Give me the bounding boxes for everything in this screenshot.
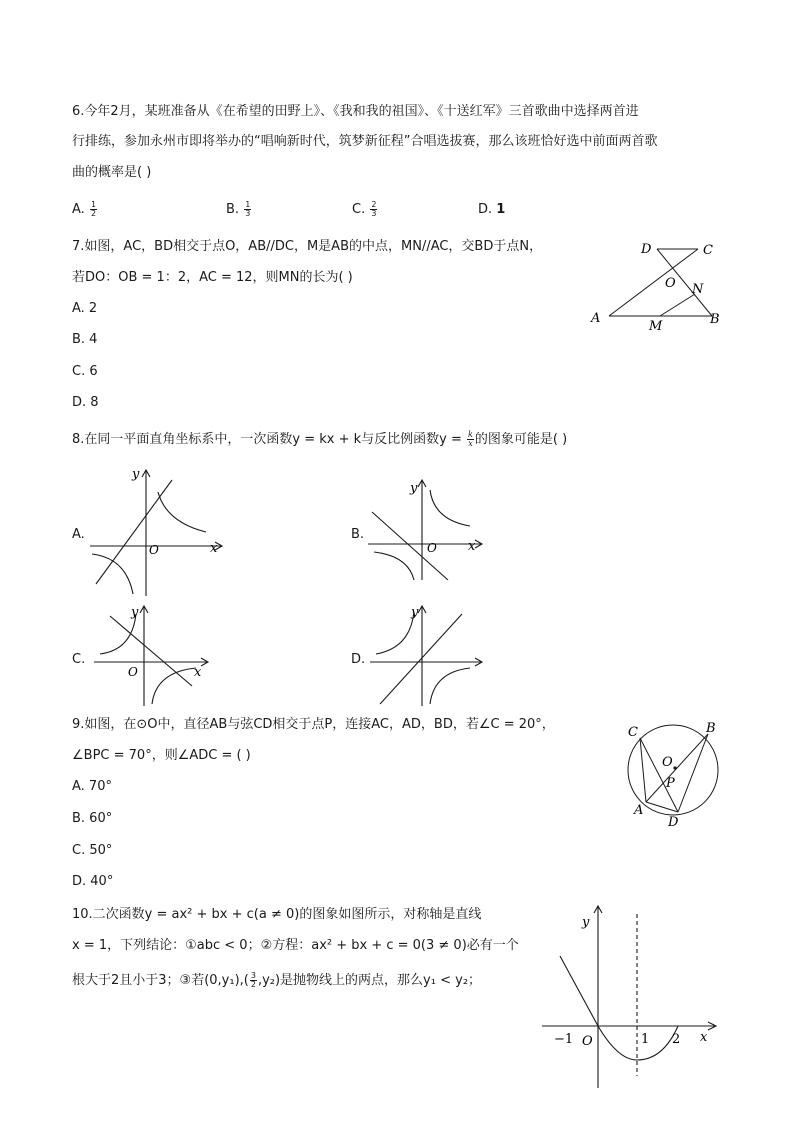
svg-text:y: y bbox=[411, 605, 419, 620]
label-a: A bbox=[634, 803, 644, 818]
q10-line-1: 10.二次函数y = ax² + bx + c(a ≠ 0)的图象如图所示，对称轴是直线 bbox=[72, 907, 482, 922]
q9-option-b[interactable]: B. 60° bbox=[72, 811, 113, 826]
fraction: $\frac{1}{2}$ bbox=[90, 200, 97, 218]
fraction: $\frac{3}{2}$ bbox=[250, 971, 256, 989]
hyperbola-branch-2 bbox=[92, 554, 133, 594]
q8-option-d-label[interactable]: D. bbox=[351, 652, 366, 667]
svg-text:y: y bbox=[131, 605, 139, 620]
q9-line-2: ∠BPC = 70°，则∠ADC = ( ) bbox=[72, 748, 251, 763]
label-m: M bbox=[649, 319, 663, 334]
q9-circle-figure bbox=[618, 716, 728, 832]
svg-text:x: x bbox=[468, 539, 476, 554]
label-c: C bbox=[628, 725, 638, 740]
label-d: D bbox=[641, 242, 652, 257]
hyperbola-branch-2 bbox=[152, 668, 196, 704]
svg-text:y: y bbox=[582, 915, 590, 930]
svg-text:y: y bbox=[132, 467, 140, 482]
segment-bd bbox=[678, 734, 708, 812]
q10-line-3: 根大于2且小于3；③若(0,y₁),( $\frac{3}{2}$ ,y₂)是抛物线上的两点，那么y₁ < y₂； bbox=[72, 971, 482, 989]
q6-option-c[interactable]: C. $\frac{2}{3}$ bbox=[352, 200, 377, 218]
svg-text:x: x bbox=[210, 541, 218, 556]
q6-option-a[interactable]: A. $\frac{1}{2}$ bbox=[72, 200, 97, 218]
q6-line-1: 6.今年2月，某班准备从《在希望的田野上》、《我和我的祖国》、《十送红军》三首歌曲中选择两首进 bbox=[72, 104, 639, 119]
q7-line-1: 7.如图，AC，BD相交于点O，AB//DC，M是AB的中点，MN//AC，交BD于点N， bbox=[72, 239, 543, 254]
label-o: O bbox=[665, 276, 676, 291]
svg-text:O: O bbox=[582, 1034, 593, 1049]
svg-text:O: O bbox=[128, 665, 138, 679]
q7-option-b[interactable]: B. 4 bbox=[72, 332, 98, 347]
q6-line-2: 行排练，参加永州市即将举办的“唱响新时代，筑梦新征程”合唱选拔赛，那么该班恰好选中前面两首歌 bbox=[72, 134, 658, 149]
hyperbola-branch-1 bbox=[376, 612, 414, 654]
q8-option-c-label[interactable]: C. bbox=[72, 652, 86, 667]
svg-text:2: 2 bbox=[672, 1032, 681, 1047]
segment-mn bbox=[660, 294, 695, 316]
label-c: C bbox=[703, 243, 713, 258]
label-d: D bbox=[668, 815, 679, 830]
q6-option-b[interactable]: B. $\frac{1}{3}$ bbox=[226, 200, 251, 218]
svg-text:−1: −1 bbox=[554, 1032, 574, 1047]
svg-text:y: y bbox=[410, 481, 418, 496]
q7-option-c[interactable]: C. 6 bbox=[72, 364, 98, 379]
svg-text:1: 1 bbox=[641, 1032, 650, 1047]
q9-option-a[interactable]: A. 70° bbox=[72, 779, 112, 794]
q10-line-2: x = 1，下列结论：①abc < 0；②方程：ax² + bx + c = 0(3 ≠ 0)必有一个 bbox=[72, 938, 519, 953]
q9-option-d[interactable]: D. 40° bbox=[72, 874, 114, 889]
linear-line bbox=[380, 614, 462, 704]
label-b: B bbox=[710, 312, 720, 327]
hyperbola-branch-1 bbox=[100, 614, 136, 654]
hyperbola-branch-2 bbox=[374, 552, 414, 580]
svg-text:x: x bbox=[194, 665, 202, 680]
q10-parabola-figure bbox=[538, 900, 724, 1092]
label-p: P bbox=[666, 776, 675, 791]
q8-stem: 8.在同一平面直角坐标系中，一次函数y = kx + k与反比例函数y = $\frac{k}{x}$ 的图象可能是( ) bbox=[72, 430, 568, 448]
q9-option-c[interactable]: C. 50° bbox=[72, 843, 113, 858]
q8-option-b-label[interactable]: B. bbox=[351, 527, 365, 542]
svg-text:O: O bbox=[427, 541, 437, 555]
q6-option-d[interactable]: D. 1 bbox=[478, 202, 506, 217]
label-n: N bbox=[692, 282, 704, 297]
label-b: B bbox=[706, 721, 716, 736]
hyperbola-branch-2 bbox=[430, 668, 470, 704]
q7-option-d[interactable]: D. 8 bbox=[72, 395, 99, 410]
q8-graph-a[interactable] bbox=[88, 462, 228, 600]
q8-option-a-label[interactable]: A. bbox=[72, 527, 85, 542]
fraction: $\frac{1}{3}$ bbox=[245, 200, 251, 218]
q8-graph-d[interactable] bbox=[366, 602, 486, 710]
hyperbola-branch-1 bbox=[430, 490, 470, 526]
hyperbola-branch-1 bbox=[158, 492, 206, 532]
q8-graph-b[interactable] bbox=[366, 476, 486, 584]
parabola bbox=[560, 956, 681, 1060]
q7-line-2: 若DO：OB = 1：2，AC = 12，则MN的长为( ) bbox=[72, 270, 353, 285]
svg-text:O: O bbox=[149, 543, 159, 557]
label-a: A bbox=[591, 311, 601, 326]
center-point bbox=[673, 766, 676, 769]
q8-graph-c[interactable] bbox=[92, 602, 212, 710]
fraction-k-over-x: $\frac{k}{x}$ bbox=[468, 430, 473, 448]
q9-line-1: 9.如图，在⊙O中，直径AB与弦CD相交于点P，连接AC，AD，BD，若∠C = 20°， bbox=[72, 717, 555, 732]
linear-line bbox=[96, 480, 172, 584]
label-o: O bbox=[662, 755, 673, 770]
linear-line bbox=[110, 616, 192, 686]
svg-text:x: x bbox=[700, 1030, 708, 1045]
q6-line-3: 曲的概率是( ) bbox=[72, 165, 152, 180]
q7-option-a[interactable]: A. 2 bbox=[72, 301, 98, 316]
q7-trapezoid-figure bbox=[585, 236, 730, 336]
fraction: $\frac{2}{3}$ bbox=[371, 200, 377, 218]
